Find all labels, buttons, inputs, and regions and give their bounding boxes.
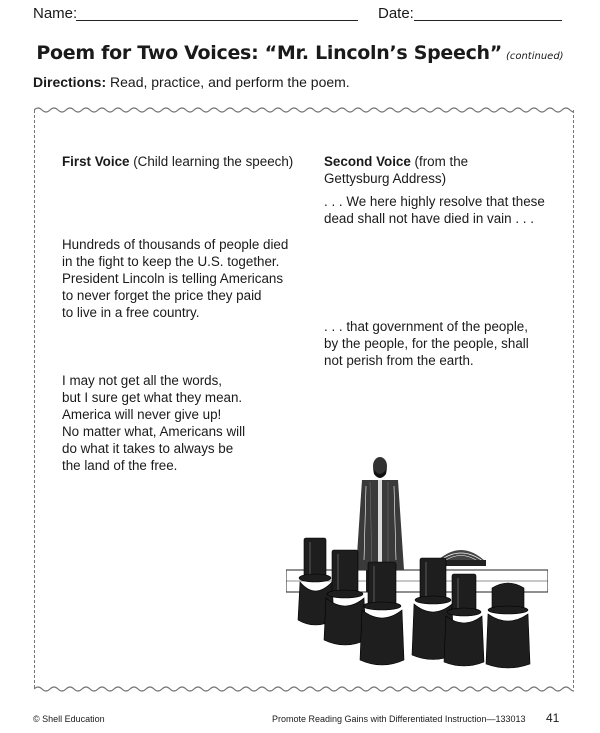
footer-book-title: Promote Reading Gains with Differentiated Instruction—133013	[272, 714, 526, 724]
footer-copyright: © Shell Education	[33, 714, 105, 724]
first-voice-subtitle: (Child learning the speech)	[129, 154, 294, 169]
first-voice-stanza-1: Hundreds of thousands of people died in the fight to keep the U.S. together. President Lincoln is telling Americans to never forget the price they paid to live in a free country.	[62, 237, 289, 320]
frame-bottom-border	[34, 684, 574, 694]
name-label: Name:	[33, 5, 78, 22]
date-field-line[interactable]	[414, 20, 562, 21]
second-voice-stanza-1: . . . We here highly resolve that these dead shall not have died in vain . . .	[324, 194, 545, 226]
first-voice-title: First Voice	[62, 154, 130, 169]
lincoln-speech-illustration	[286, 450, 548, 672]
date-label: Date:	[378, 5, 414, 22]
directions	[33, 74, 350, 90]
second-voice-heading	[324, 153, 554, 187]
title-main: Poem for Two Voices: “Mr. Lincoln’s Speech”	[36, 42, 502, 64]
second-voice-subtitle: (from the Gettysburg Address)	[324, 154, 469, 186]
second-voice-title: Second Voice	[324, 154, 411, 169]
name-field-line[interactable]	[76, 20, 358, 21]
first-voice-heading	[62, 153, 312, 170]
title-continued: (continued)	[505, 51, 564, 62]
directions-label: Directions:	[33, 74, 107, 90]
page-title	[0, 42, 600, 64]
page-number: 41	[546, 711, 560, 725]
second-voice-stanza-2: . . . that government of the people, by the people, for the people, shall not perish from the earth.	[324, 319, 529, 368]
first-voice-stanza-2: I may not get all the words, but I sure get what they mean. America will never give up! No matter what, Americans will do what it takes to always be the land of the free.	[62, 373, 246, 473]
directions-text: Read, practice, and perform the poem.	[106, 74, 350, 90]
